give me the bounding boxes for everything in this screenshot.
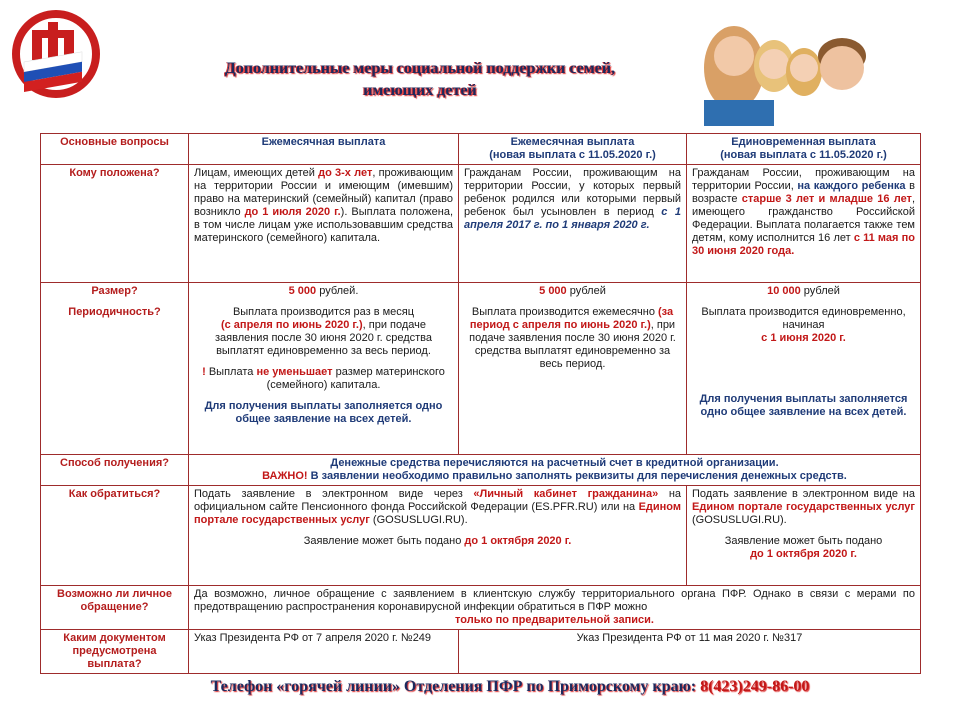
unit: рублей. xyxy=(316,285,359,297)
personal-answer xyxy=(189,586,921,630)
question-size-line1: Размер? xyxy=(91,285,138,297)
text: Выплата производится ежемесячно xyxy=(471,306,659,318)
row-personal xyxy=(41,586,921,630)
row-method xyxy=(41,455,921,486)
highlight: с 1 июня 2020 г. xyxy=(761,332,846,344)
row-apply xyxy=(41,486,921,586)
question-periodicity: Периодичность? xyxy=(68,306,161,318)
text: размер материнского (семейного) капитала. xyxy=(266,366,445,391)
apply-onetime xyxy=(687,486,921,586)
hotline-label: Телефон «горячей линии» Отделения ПФР по Приморскому краю: xyxy=(210,678,701,695)
hotline-number[interactable]: 8(423)249-86-00 xyxy=(700,678,810,695)
question-method: Способ получения? xyxy=(41,455,189,486)
unit: рублей xyxy=(566,285,606,297)
text: Подать заявление в электронном виде через xyxy=(194,488,474,500)
method-answer xyxy=(189,455,921,486)
one-application-note: Для получения выплаты заполняется одно общее заявление на всех детей. xyxy=(699,393,908,418)
amount: 10 000 xyxy=(767,285,801,297)
text: Гражданам России, проживающим на территории России, у которых первый ребенок родился или которыми первый ребенок был усыновлен в период xyxy=(464,167,681,218)
text: ). Выплата положена, в том числе лицам уже использовавшим средства материнского (семейного) капитала. xyxy=(194,206,453,244)
highlight: (с апреля по июнь 2020 г.) xyxy=(220,319,363,331)
question-personal: Возможно ли личное обращение? xyxy=(41,586,189,630)
who-monthly-new xyxy=(459,165,687,283)
amount: 5 000 xyxy=(539,285,567,297)
unit: рублей xyxy=(800,285,840,297)
size-monthly xyxy=(189,283,459,455)
text: Выплата производится единовременно, начиная xyxy=(701,306,906,331)
row-who xyxy=(41,165,921,283)
row-document xyxy=(41,630,921,674)
row-size xyxy=(41,283,921,455)
header-monthly-new xyxy=(459,134,687,165)
text: Выплата производится раз в месяц xyxy=(232,306,415,318)
document-new: Указ Президента РФ от 11 мая 2020 г. №317 xyxy=(459,630,921,674)
highlight: до 1 октября 2020 г. xyxy=(750,548,857,560)
highlight: только по предварительной записи. xyxy=(455,614,654,626)
document-monthly: Указ Президента РФ от 7 апреля 2020 г. №249 xyxy=(189,630,459,674)
text: Гражданам России, проживающим на территории России, xyxy=(692,167,915,192)
header-monthly-new-line2: (новая выплата с 11.05.2020 г.) xyxy=(489,149,656,161)
apply-monthly xyxy=(189,486,687,586)
question-apply: Как обратиться? xyxy=(41,486,189,586)
question-size xyxy=(41,283,189,455)
highlight: «Личный кабинет гражданина» xyxy=(473,488,659,500)
header-monthly-new-line1: Ежемесячная выплата xyxy=(510,136,635,148)
text: Выплата xyxy=(208,366,257,378)
page-title xyxy=(140,58,700,102)
header-row xyxy=(41,134,921,165)
text: , проживающим на территории России и имеющим (имевшим) право на материнский (семейный) капитал (право возникло xyxy=(194,167,454,218)
method-line1: Денежные средства перечисляются на расчетный счет в кредитной организации. xyxy=(330,457,779,469)
text: на официальном сайте Пенсионного фонда Российской Федерации (ES.PFR.RU) или на xyxy=(194,488,682,513)
text: Заявление может быть подано xyxy=(303,535,465,547)
text: , при подаче заявления после 30 июня 2020 г. средства выплатят единовременно за весь период. xyxy=(469,319,676,370)
text: , имеющего гражданство Российской Федерации. Выплата полагается также тем детям, кому исполнится 16 лет xyxy=(692,193,915,244)
text: , при подаче заявления после 30 июня 2020 г. средства выплатят единовременно за весь период. xyxy=(214,319,432,357)
highlight: с 11 мая по 30 июня 2020 года. xyxy=(692,232,915,257)
size-monthly-new xyxy=(459,283,687,455)
header-questions: Основные вопросы xyxy=(41,134,189,165)
title-line-1: Дополнительные меры социальной поддержки семей, xyxy=(224,60,616,77)
pfr-logo xyxy=(10,8,102,100)
text: Подать заявление в электронном виде на xyxy=(692,488,915,500)
highlight: (за период с апреля по июнь 2020 г.) xyxy=(469,306,674,331)
text: (GOSUSLUGI.RU). xyxy=(692,514,787,526)
text: (GOSUSLUGI.RU). xyxy=(369,514,468,526)
exclamation: ! xyxy=(202,366,209,378)
question-who: Кому положена? xyxy=(41,165,189,283)
who-monthly xyxy=(189,165,459,283)
highlight: Едином портале государственных услуг xyxy=(194,501,681,526)
hotline xyxy=(150,678,870,696)
header-onetime xyxy=(687,134,921,165)
text: Заявление может быть подано xyxy=(724,535,883,547)
header-onetime-line2: (новая выплата с 11.05.2020 г.) xyxy=(720,149,887,161)
question-document: Каким документом предусмотрена выплата? xyxy=(41,630,189,674)
highlight: старше 3 лет и младше 16 лет xyxy=(741,193,912,205)
highlight: с 1 апреля 2017 г. по 1 января 2020 г. xyxy=(464,206,681,231)
one-application-note: Для получения выплаты заполняется одно общее заявление на всех детей. xyxy=(204,400,443,425)
highlight: до 1 июля 2020 г. xyxy=(244,206,341,218)
highlight: до 3-х лет xyxy=(318,167,373,179)
text: Лицам, имеющих детей xyxy=(194,167,319,179)
header-onetime-line1: Единовременная выплата xyxy=(731,136,876,148)
text: Да возможно, личное обращение с заявлением в клиентскую службу территориального органа ПФР. Однако в связи с мерами по предотвращению распространения коронавирусной инфекции обратиться в ПФР можно xyxy=(194,588,915,613)
support-measures-table xyxy=(40,133,921,674)
important-label: ВАЖНО! xyxy=(262,470,308,482)
text: В заявлении необходимо правильно заполнять реквизиты для перечисления денежных средств. xyxy=(307,470,847,482)
highlight: до 1 октября 2020 г. xyxy=(464,535,572,547)
text: в возрасте xyxy=(692,180,916,205)
highlight: Едином портале государственных услуг xyxy=(692,501,915,513)
title-line-2: имеющих детей xyxy=(363,82,477,99)
who-onetime xyxy=(687,165,921,283)
highlight: на каждого ребенка xyxy=(797,180,906,192)
header-monthly: Ежемесячная выплата xyxy=(189,134,459,165)
family-photo xyxy=(694,8,876,126)
highlight: не уменьшает xyxy=(256,366,333,378)
amount: 5 000 xyxy=(288,285,317,297)
size-onetime xyxy=(687,283,921,455)
